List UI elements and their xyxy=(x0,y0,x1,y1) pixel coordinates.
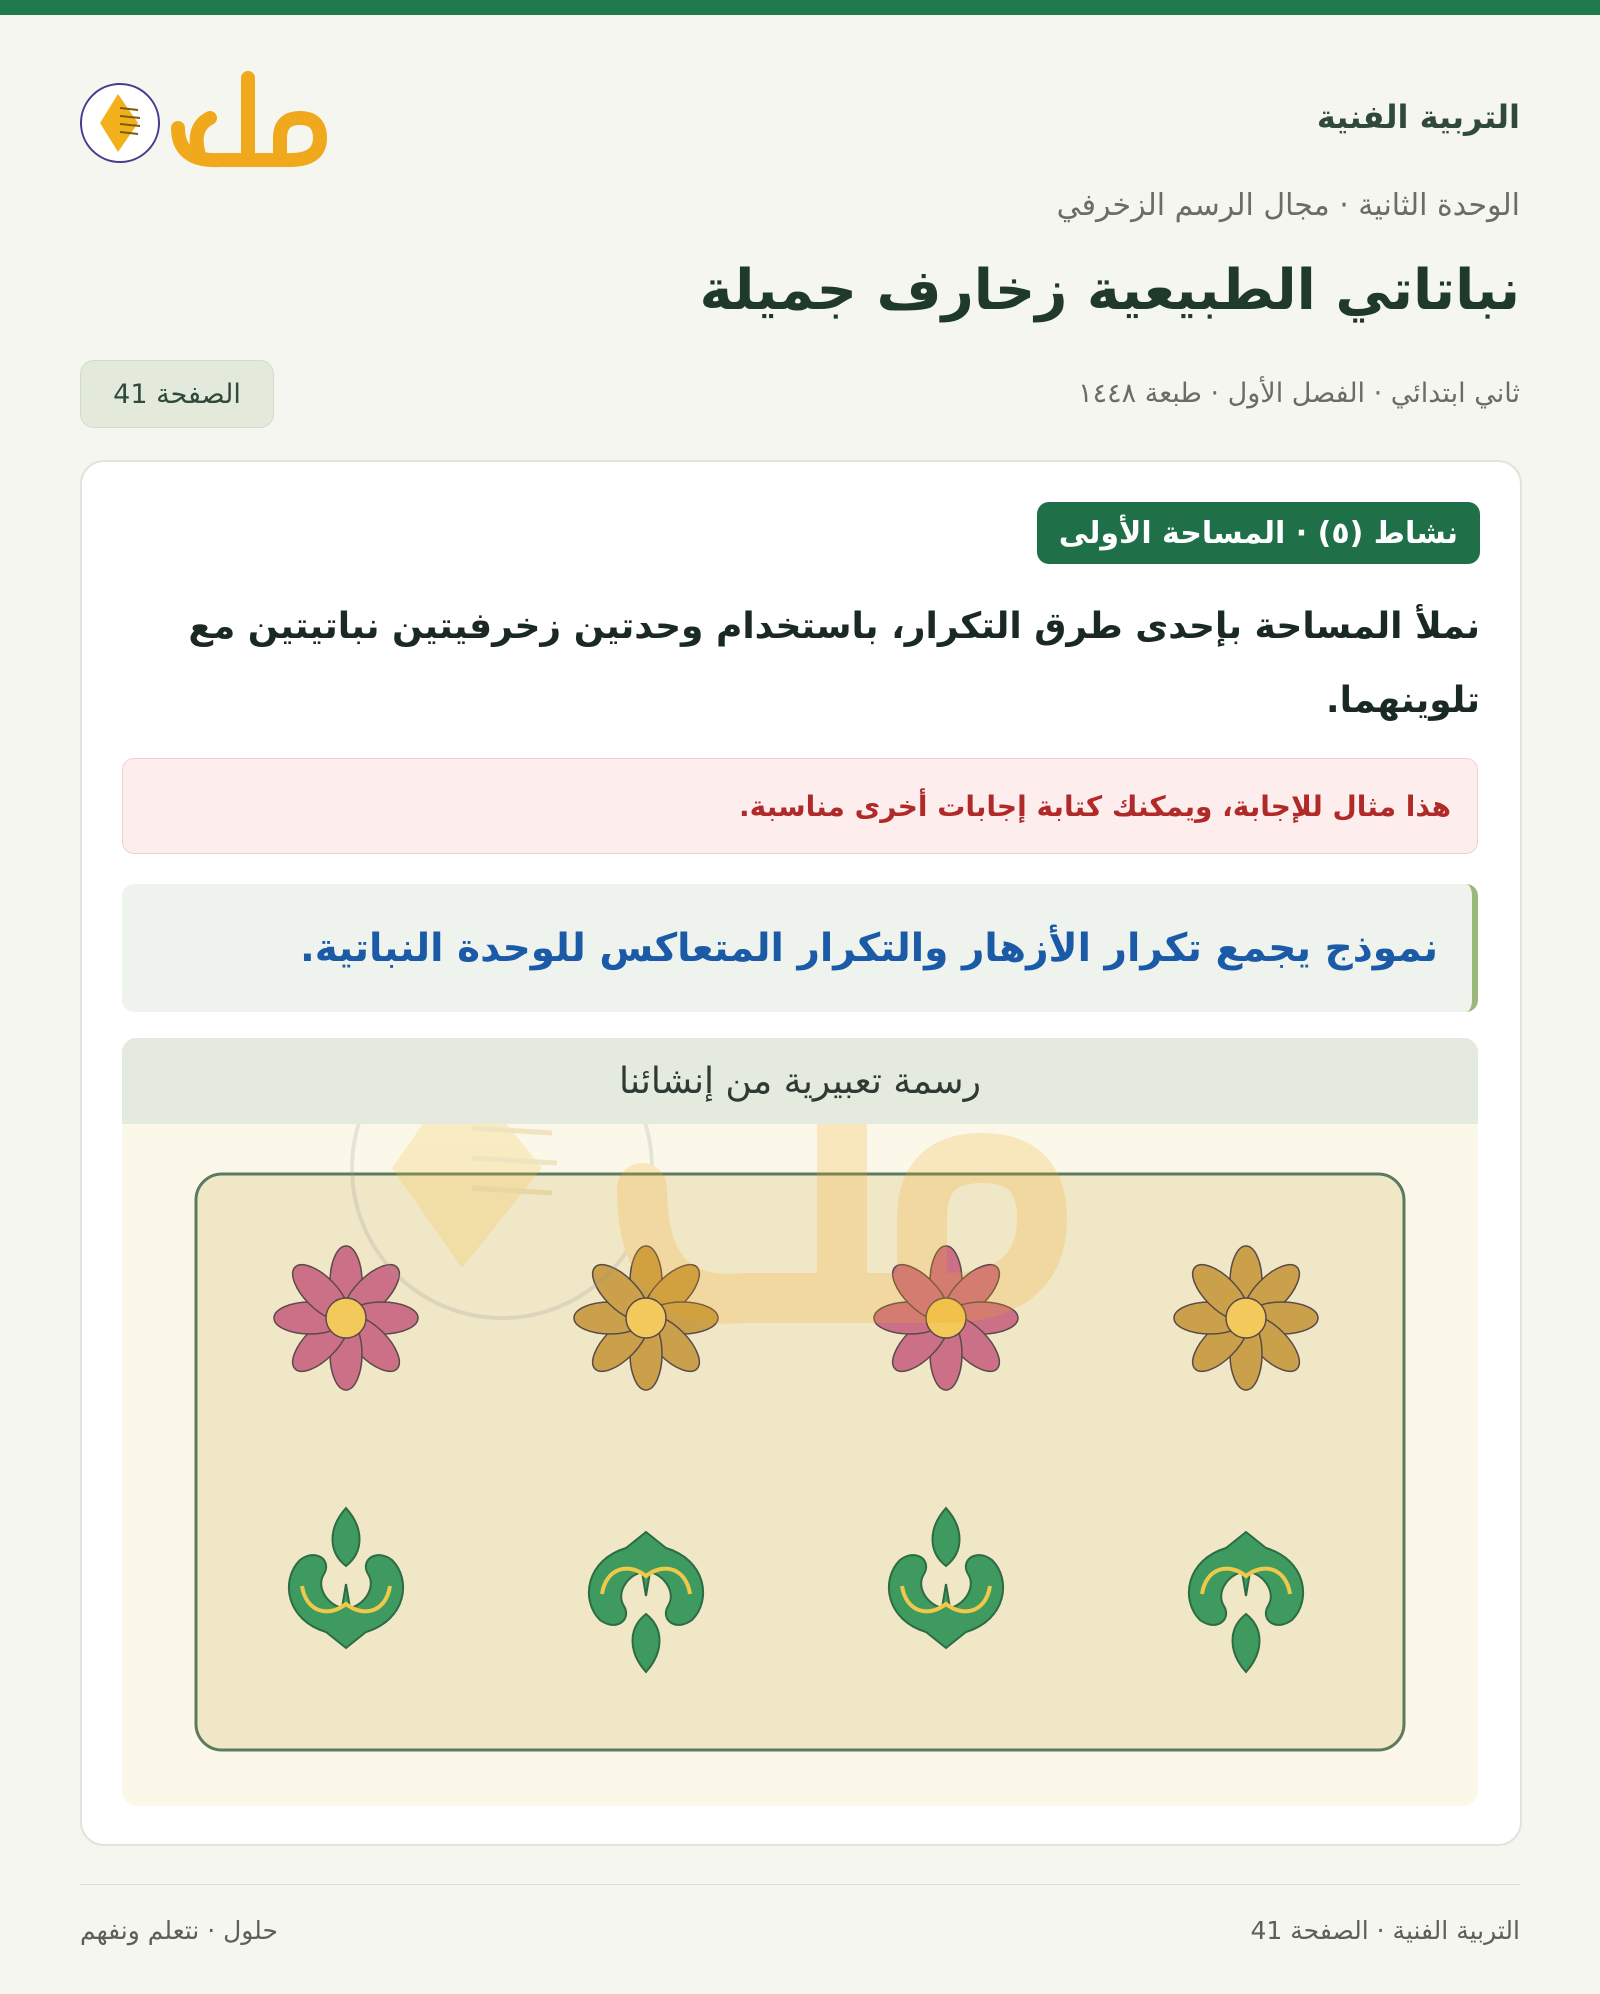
hulul-logo xyxy=(80,58,340,168)
footer-page-info: التربية الفنية · الصفحة 41 xyxy=(1250,1916,1520,1945)
flower-motif-gold xyxy=(1174,1246,1318,1390)
activity-tag: نشاط (٥) · المساحة الأولى xyxy=(1037,502,1480,564)
footer-brand: حلول · نتعلم ونفهم xyxy=(80,1916,278,1945)
breadcrumb: الوحدة الثانية · مجال الرسم الزخرفي xyxy=(1056,188,1520,223)
footer-divider xyxy=(80,1884,1520,1885)
figure-area xyxy=(122,1038,1478,1806)
page-header xyxy=(80,58,1520,178)
model-description: نموذج يجمع تكرار الأزهار والتكرار المتعاكس للوحدة النباتية. xyxy=(122,884,1478,1012)
top-accent-bar xyxy=(0,0,1600,15)
page-title: نباتاتي الطبيعية زخارف جميلة xyxy=(699,258,1520,323)
answer-note: هذا مثال للإجابة، ويمكنك كتابة إجابات أخرى مناسبة. xyxy=(122,758,1478,854)
edition-meta: ثاني ابتدائي · الفصل الأول · طبعة ١٤٤٨ xyxy=(1078,378,1520,409)
subject-title: التربية الفنية xyxy=(1316,98,1520,136)
activity-card xyxy=(80,460,1522,1846)
activity-instruction: نملأ المساحة بإحدى طرق التكرار، باستخدام وحدتين زخرفيتين نباتيتين مع تلوينهما. xyxy=(188,606,1480,721)
page-number-badge: الصفحة 41 xyxy=(80,360,274,428)
figure-caption: رسمة تعبيرية من إنشائنا xyxy=(122,1038,1478,1124)
